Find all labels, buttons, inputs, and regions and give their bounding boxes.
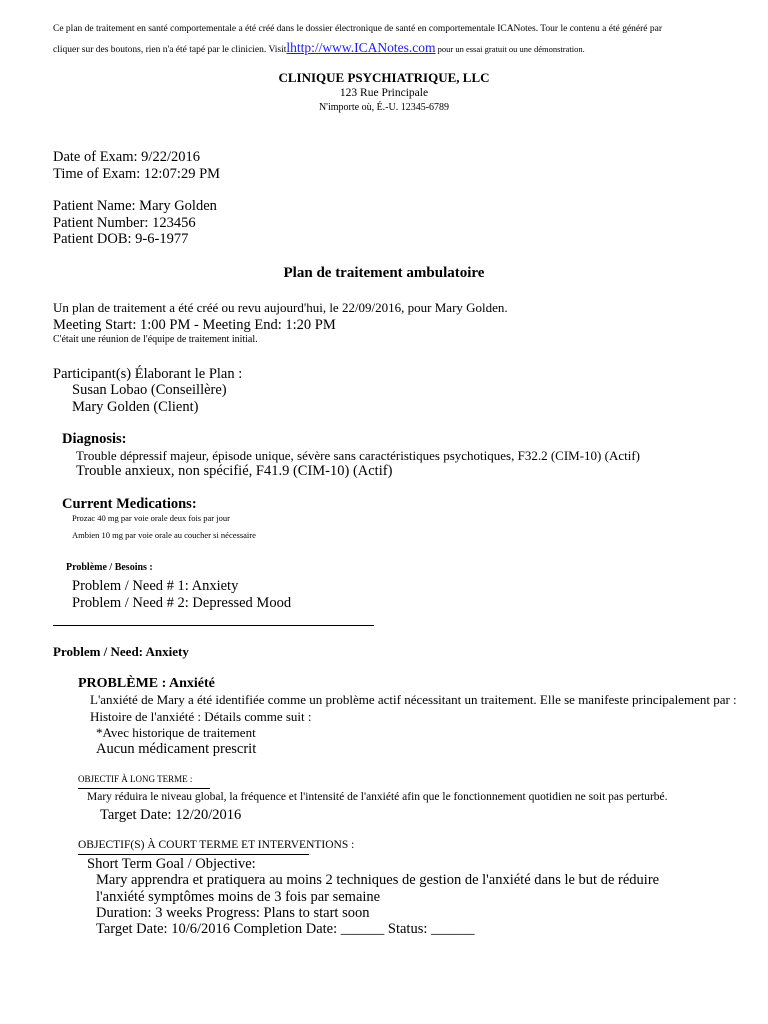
section-heading: Problem / Need: Anxiety [53,644,189,659]
clinic-street: 123 Rue Principale [339,87,429,99]
long-term-target: Target Date: 12/20/2016 [100,807,242,823]
history-item: Aucun médicament prescrit [96,741,257,757]
short-term-duration: Duration: 3 weeks Progress: Plans to start soon [96,905,370,921]
icanotes-link[interactable]: lhttp://www.ICANotes.com [286,40,436,55]
diagnosis-item: Trouble dépressif majeur, épisode unique, sévère sans caractéristiques psychotiques, F32.2 (CIM-10) (Actif) [76,448,640,463]
diagnosis-item: Trouble anxieux, non spécifié, F41.9 (CIM-10) (Actif) [76,463,393,479]
plan-created: Un plan de traitement a été créé ou revu aujourd'hui, le 22/09/2016, pour Mary Golden. [53,300,508,315]
long-term-text: Mary réduira le niveau global, la fréquence et l'intensité de l'anxiété afin que le fonctionnement quotidien ne soit pas perturbé. [87,791,668,803]
participant-item: Susan Lobao (Conseillère) [72,382,227,398]
divider [53,625,374,626]
participant-item: Mary Golden (Client) [72,399,199,415]
banner-line-2 [53,40,585,56]
short-term-text: Mary apprendra et pratiquera au moins 2 techniques de gestion de l'anxiété dans le but de réduire l'anxiété symptômes moins de 3 fois par semaine [96,872,660,905]
patient-number: Patient Number: 123456 [53,215,196,231]
exam-time: Time of Exam: 12:07:29 PM [53,166,221,182]
probleme-text: L'anxiété de Mary a été identifiée comme un problème actif nécessitant un traitement. Elle se manifeste principalement par : [90,692,737,707]
medications-heading: Current Medications: [62,496,197,512]
meeting-times: Meeting Start: 1:00 PM - Meeting End: 1:20 PM [53,317,336,333]
patient-dob: Patient DOB: 9-6-1977 [53,231,189,247]
short-term-underline [78,854,309,855]
long-term-underline [78,788,210,789]
plan-title: Plan de traitement ambulatoire [283,265,485,281]
clinic-name: CLINIQUE PSYCHIATRIQUE, LLC [278,70,490,85]
short-term-goal-label: Short Term Goal / Objective: [87,856,256,872]
participants-heading: Participant(s) Élaborant le Plan : [53,366,243,382]
banner-line-1: Ce plan de traitement en santé comportementale a été créé dans le dossier électronique de santé en comportementale ICANotes. Tour le contenu a été généré par [53,24,663,34]
probleme-label: PROBLÈME : Anxiété [78,676,215,691]
problems-heading: Problème / Besoins : [66,562,153,573]
patient-name: Patient Name: Mary Golden [53,198,217,214]
medication-item: Prozac 40 mg par voie orale deux fois par jour [72,513,230,523]
problem-item: Problem / Need # 1: Anxiety [72,578,239,594]
short-term-target: Target Date: 10/6/2016 Completion Date: ______ Status: ______ [96,921,475,937]
short-term-label: OBJECTIF(S) À COURT TERME ET INTERVENTIONS : [78,839,355,851]
banner-text: cliquer sur des boutons, rien n'a été tapé par le clinicien. Visit [53,45,287,55]
history-label: Histoire de l'anxiété : Détails comme suit : [90,709,312,724]
history-item: *Avec historique de traitement [96,725,256,740]
diagnosis-heading: Diagnosis: [62,431,127,447]
banner-suffix: pour un essai gratuit ou une démonstration. [435,44,585,54]
clinic-city: N'importe où, É.-U. 12345-6789 [318,102,450,113]
exam-date: Date of Exam: 9/22/2016 [53,149,200,165]
long-term-label: OBJECTIF À LONG TERME : [78,774,193,784]
medication-item: Ambien 10 mg par voie orale au coucher si nécessaire [72,530,256,540]
problem-item: Problem / Need # 2: Depressed Mood [72,595,292,611]
meeting-note: C'était une réunion de l'équipe de traitement initial. [53,334,258,345]
